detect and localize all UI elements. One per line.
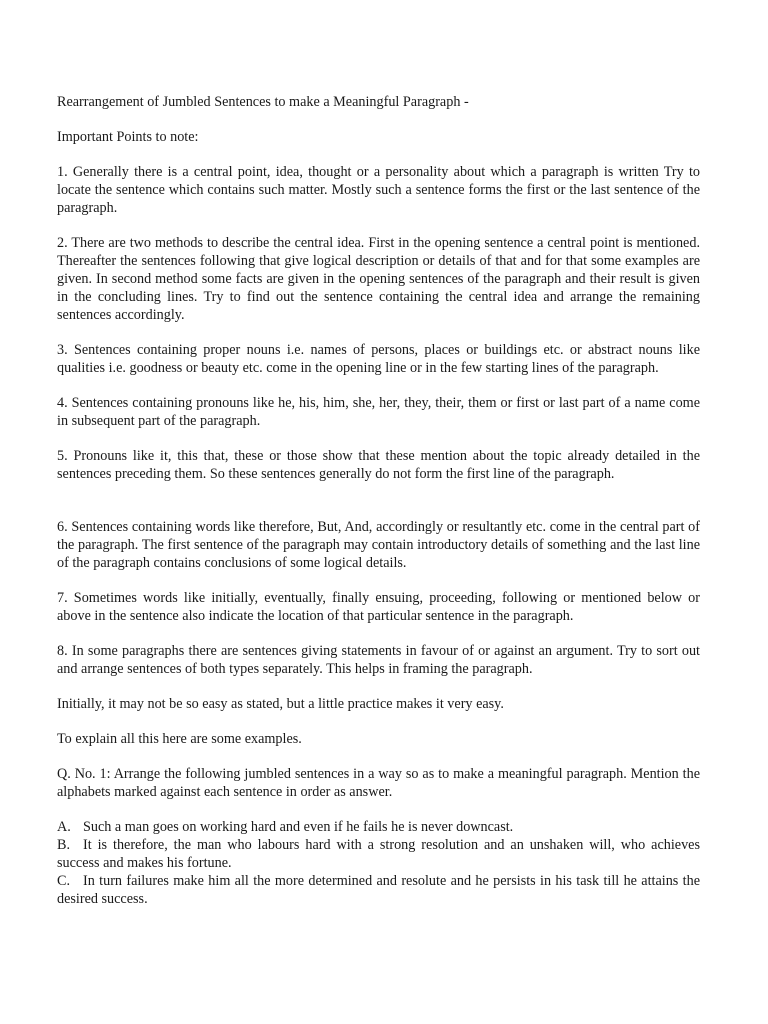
option-letter: A. xyxy=(57,819,71,835)
point-1: 1. Generally there is a central point, idea, thought or a personality about which a paragraph is written Try to locate the sentence which contains such matter. Mostly such a sentence forms the first or the last sentence of the paragraph. xyxy=(57,164,700,216)
point-6: 6. Sentences containing words like therefore, But, And, accordingly or resultantly etc. come in the central part of the paragraph. The first sentence of the paragraph may contain introductory details of something and the last line of the paragraph contains conclusions of some logical details. xyxy=(57,519,700,571)
document-page xyxy=(57,93,700,908)
point-4: 4. Sentences containing pronouns like he, his, him, she, her, they, their, them or first or last part of a name come in subsequent part of the paragraph. xyxy=(57,395,700,429)
point-7: 7. Sometimes words like initially, eventually, finally ensuing, proceeding, following or mentioned below or above in the sentence also indicate the location of that particular sentence in the paragraph. xyxy=(57,590,700,624)
section-heading: Important Points to note: xyxy=(57,129,199,145)
examples-intro: To explain all this here are some examples. xyxy=(57,731,302,747)
initially-note: Initially, it may not be so easy as stated, but a little practice makes it very easy. xyxy=(57,696,504,712)
option-letter: B. xyxy=(57,837,71,853)
option-letter: C. xyxy=(57,873,71,889)
option-b xyxy=(57,836,700,872)
option-text: It is therefore, the man who labours hard with a strong resolution and an unshaken will, who achieves success and makes his fortune. xyxy=(57,837,700,871)
option-text: In turn failures make him all the more determined and resolute and he persists in his task till he attains the desired success. xyxy=(57,873,700,907)
options-list xyxy=(57,818,700,908)
point-2: 2. There are two methods to describe the central idea. First in the opening sentence a central point is mentioned. Thereafter the sentences following that give logical description or details of that and for that some examples are given. In second method some facts are given in the opening sentences of the paragraph and their result is given in the concluding lines. Try to find out the sentence containing the central idea and arrange the remaining sentences accordingly. xyxy=(57,235,700,323)
point-5: 5. Pronouns like it, this that, these or those show that these mention about the topic already detailed in the sentences preceding them. So these sentences generally do not form the first line of the paragraph. xyxy=(57,448,700,482)
option-text: Such a man goes on working hard and even if he fails he is never downcast. xyxy=(83,819,514,835)
option-c xyxy=(57,872,700,908)
point-3: 3. Sentences containing proper nouns i.e. names of persons, places or buildings etc. or abstract nouns like qualities i.e. goodness or beauty etc. come in the opening line or in the few starting lines of the paragraph. xyxy=(57,342,700,376)
question-1: Q. No. 1: Arrange the following jumbled sentences in a way so as to make a meaningful paragraph. Mention the alphabets marked against each sentence in order as answer. xyxy=(57,766,700,800)
point-8: 8. In some paragraphs there are sentences giving statements in favour of or against an argument. Try to sort out and arrange sentences of both types separately. This helps in framing the paragraph. xyxy=(57,643,700,677)
option-a xyxy=(57,818,700,836)
document-title: Rearrangement of Jumbled Sentences to make a Meaningful Paragraph - xyxy=(57,94,469,110)
